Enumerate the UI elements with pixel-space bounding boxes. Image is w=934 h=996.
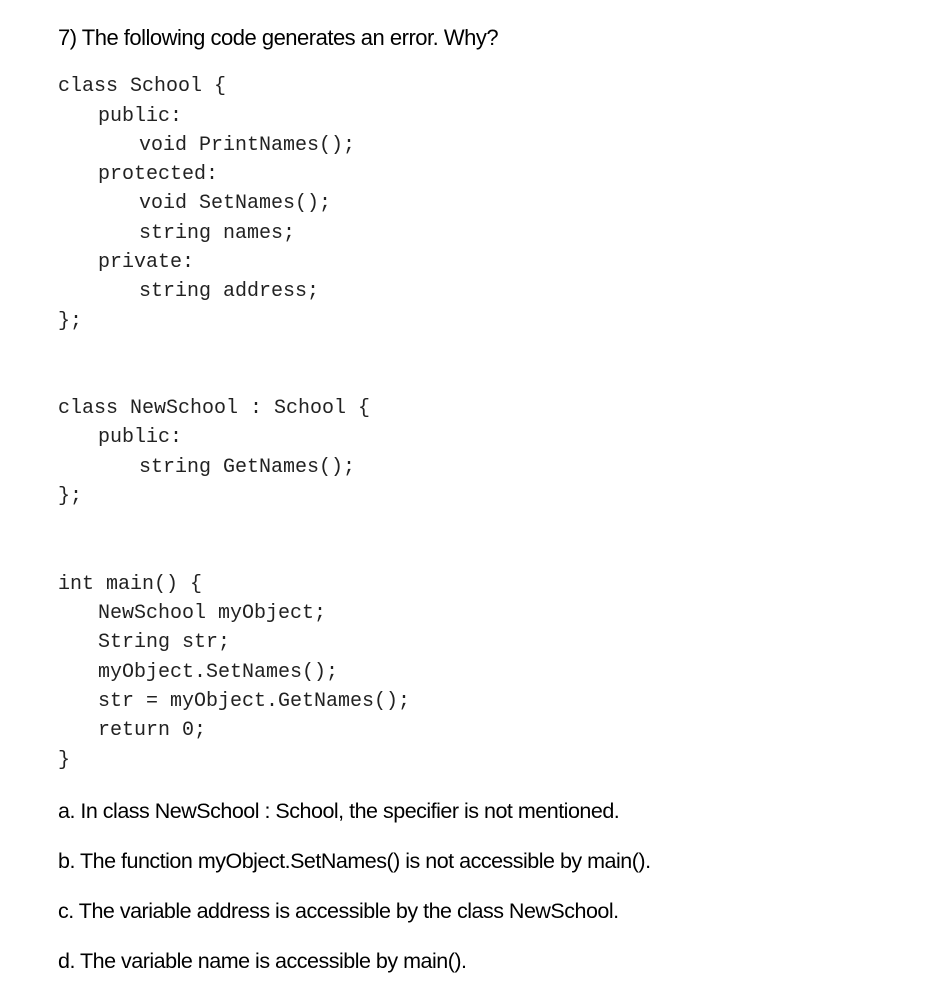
code-line: };: [58, 310, 83, 333]
code-line: NewSchool myObject;: [98, 602, 327, 625]
question-title: 7) The following code generates an error. Why?: [58, 25, 499, 50]
code-line: class NewSchool : School {: [58, 397, 371, 420]
option-d: d. The variable name is accessible by main().: [58, 949, 467, 973]
code-line: string GetNames();: [139, 456, 356, 479]
option-b: b. The function myObject.SetNames() is not accessible by main().: [58, 849, 651, 873]
code-line: str = myObject.GetNames();: [98, 690, 411, 713]
code-line: private:: [98, 251, 195, 274]
code-line: class School {: [58, 75, 227, 98]
code-line: string names;: [139, 222, 296, 245]
code-line: void SetNames();: [139, 192, 332, 215]
code-line: protected:: [98, 163, 219, 186]
code-line: return 0;: [98, 719, 207, 742]
code-line: };: [58, 485, 83, 508]
code-line: int main() {: [58, 573, 203, 596]
code-line: string address;: [139, 280, 320, 303]
option-a: a. In class NewSchool : School, the specifier is not mentioned.: [58, 799, 620, 823]
code-line: public:: [98, 426, 183, 449]
code-line: public:: [98, 105, 183, 128]
code-line: myObject.SetNames();: [98, 661, 339, 684]
code-line: String str;: [98, 631, 231, 654]
code-line: }: [58, 749, 71, 772]
option-c: c. The variable address is accessible by the class NewSchool.: [58, 899, 619, 923]
code-line: void PrintNames();: [139, 134, 356, 157]
